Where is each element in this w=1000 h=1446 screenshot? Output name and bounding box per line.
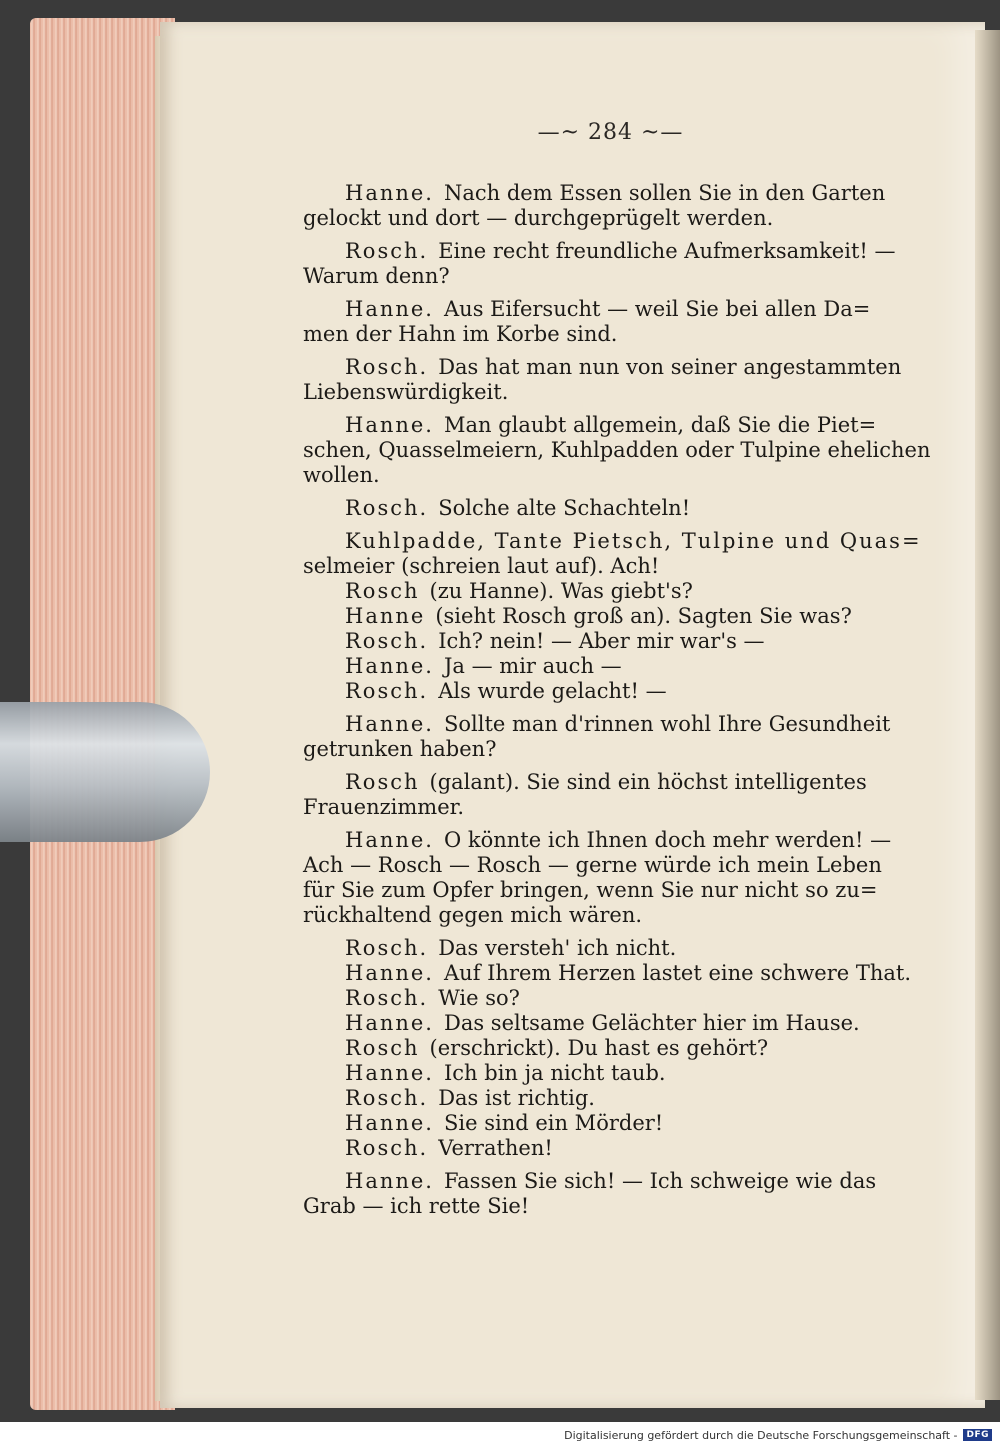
text-line	[303, 679, 918, 704]
speaker-name: Hanne.	[345, 413, 434, 437]
text-line	[303, 239, 918, 264]
line-text: Frauenzimmer.	[303, 795, 465, 819]
line-text: Das seltsame Gelächter hier im Hause.	[444, 1011, 860, 1035]
speaker-name: Hanne.	[345, 297, 434, 321]
speaker-name: Rosch	[345, 770, 420, 794]
text-line	[303, 1061, 918, 1086]
dfg-logo: DFG	[963, 1429, 992, 1441]
line-text: Das versteh' ich nicht.	[438, 936, 677, 960]
line-text: Das ist richtig.	[438, 1086, 595, 1110]
speaker-name: Hanne.	[345, 712, 434, 736]
text-line	[303, 206, 918, 231]
line-text: wollen.	[303, 463, 380, 487]
line-text: Verrathen!	[438, 1136, 553, 1160]
speaker-name: Rosch.	[345, 986, 429, 1010]
footer-credit: Digitalisierung gefördert durch die Deutsche Forschungsgemeinschaft -	[564, 1428, 958, 1442]
text-line	[303, 413, 918, 438]
text-line	[303, 181, 918, 206]
text-line	[303, 1111, 918, 1136]
text-line	[303, 936, 918, 961]
text-line	[303, 297, 918, 322]
line-text: Ja — mir auch —	[444, 654, 622, 678]
text-line	[303, 828, 918, 853]
line-text: Nach dem Essen sollen Sie in den Garten	[444, 181, 886, 205]
line-text: Als wurde gelacht! —	[438, 679, 667, 703]
line-text: selmeier (schreien laut auf). Ach!	[303, 554, 660, 578]
text-line	[303, 770, 918, 795]
scanner-finger	[0, 702, 210, 842]
page-gutter	[975, 30, 1000, 1400]
line-text: Fassen Sie sich! — Ich schweige wie das	[444, 1169, 877, 1193]
line-text: Das hat man nun von seiner angestammten	[438, 355, 902, 379]
line-text: (erschrickt). Du hast es gehört?	[429, 1036, 769, 1060]
line-text: Auf Ihrem Herzen lastet eine schwere That.	[444, 961, 912, 985]
speaker-name: Rosch.	[345, 1136, 429, 1160]
text-line	[303, 795, 918, 820]
line-text: Wie so?	[438, 986, 520, 1010]
line-text: gelockt und dort — durchgeprügelt werden.	[303, 206, 774, 230]
text-line	[303, 579, 918, 604]
speaker-name: Hanne.	[345, 1111, 434, 1135]
line-text: für Sie zum Opfer bringen, wenn Sie nur nicht so zu=	[303, 878, 878, 902]
line-text: Aus Eifersucht — weil Sie bei allen Da=	[444, 297, 871, 321]
speaker-name: Rosch.	[345, 936, 429, 960]
text-line	[303, 463, 918, 488]
line-text: Eine recht freundliche Aufmerksamkeit! —	[438, 239, 896, 263]
speaker-name: Rosch.	[345, 496, 429, 520]
speaker-name: Rosch.	[345, 629, 429, 653]
text-line	[303, 529, 922, 554]
line-text: schen, Quasselmeiern, Kuhlpadden oder Tulpine ehelichen	[303, 438, 931, 462]
speaker-name: Hanne.	[345, 961, 434, 985]
line-text: (galant). Sie sind ein höchst intelligentes	[429, 770, 867, 794]
text-line	[303, 264, 918, 289]
text-line	[303, 853, 918, 878]
speaker-name: Kuhlpadde, Tante Pietsch, Tulpine und Quas=	[345, 529, 922, 553]
speaker-name: Rosch.	[345, 355, 429, 379]
speaker-name: Hanne.	[345, 654, 434, 678]
line-text: Man glaubt allgemein, daß Sie die Piet=	[444, 413, 877, 437]
speaker-name: Hanne.	[345, 181, 434, 205]
footer	[564, 1426, 992, 1444]
line-text: Ich bin ja nicht taub.	[444, 1061, 666, 1085]
line-text: Ach — Rosch — Rosch — gerne würde ich mein Leben	[303, 853, 882, 877]
speaker-name: Rosch.	[345, 239, 429, 263]
line-text: rückhaltend gegen mich wären.	[303, 903, 643, 927]
text-line	[303, 496, 918, 521]
line-text: Solche alte Schachteln!	[438, 496, 691, 520]
text-line	[303, 712, 918, 737]
line-text: O könnte ich Ihnen doch mehr werden! —	[444, 828, 892, 852]
line-text: Sie sind ein Mörder!	[444, 1111, 664, 1135]
line-text: getrunken haben?	[303, 737, 497, 761]
text-line	[303, 1136, 918, 1161]
speaker-name: Hanne.	[345, 828, 434, 852]
text-line	[303, 380, 918, 405]
text-line	[303, 986, 918, 1011]
line-text: Liebenswürdigkeit.	[303, 380, 509, 404]
line-text: Sollte man d'rinnen wohl Ihre Gesundheit	[444, 712, 891, 736]
line-text: (zu Hanne). Was giebt's?	[429, 579, 693, 603]
speaker-name: Rosch.	[345, 679, 429, 703]
text-line	[303, 1169, 918, 1194]
text-line	[303, 554, 918, 579]
page-number: —~ 284 ~—	[537, 120, 684, 145]
text-line	[303, 961, 918, 986]
line-text: Warum denn?	[303, 264, 450, 288]
line-text: men der Hahn im Korbe sind.	[303, 322, 618, 346]
line-text: Grab — ich rette Sie!	[303, 1194, 530, 1218]
speaker-name: Hanne.	[345, 1061, 434, 1085]
text-line	[303, 1011, 918, 1036]
text-line	[303, 438, 931, 463]
text-line	[303, 629, 918, 654]
speaker-name: Hanne.	[345, 1011, 434, 1035]
text-line	[303, 878, 918, 903]
text-line	[303, 1086, 918, 1111]
text-line	[303, 322, 918, 347]
page-text	[303, 120, 931, 1219]
speaker-name: Hanne	[345, 604, 426, 628]
speaker-name: Rosch	[345, 1036, 420, 1060]
text-line	[303, 1194, 918, 1219]
text-line	[303, 654, 918, 679]
line-text: Ich? nein! — Aber mir war's —	[438, 629, 765, 653]
speaker-name: Rosch	[345, 579, 420, 603]
text-line	[303, 355, 918, 380]
speaker-name: Rosch.	[345, 1086, 429, 1110]
text-line	[303, 604, 918, 629]
line-text: (sieht Rosch groß an). Sagten Sie was?	[435, 604, 852, 628]
speaker-name: Hanne.	[345, 1169, 434, 1193]
text-line	[303, 737, 918, 762]
text-line	[303, 903, 918, 928]
text-line	[303, 1036, 918, 1061]
